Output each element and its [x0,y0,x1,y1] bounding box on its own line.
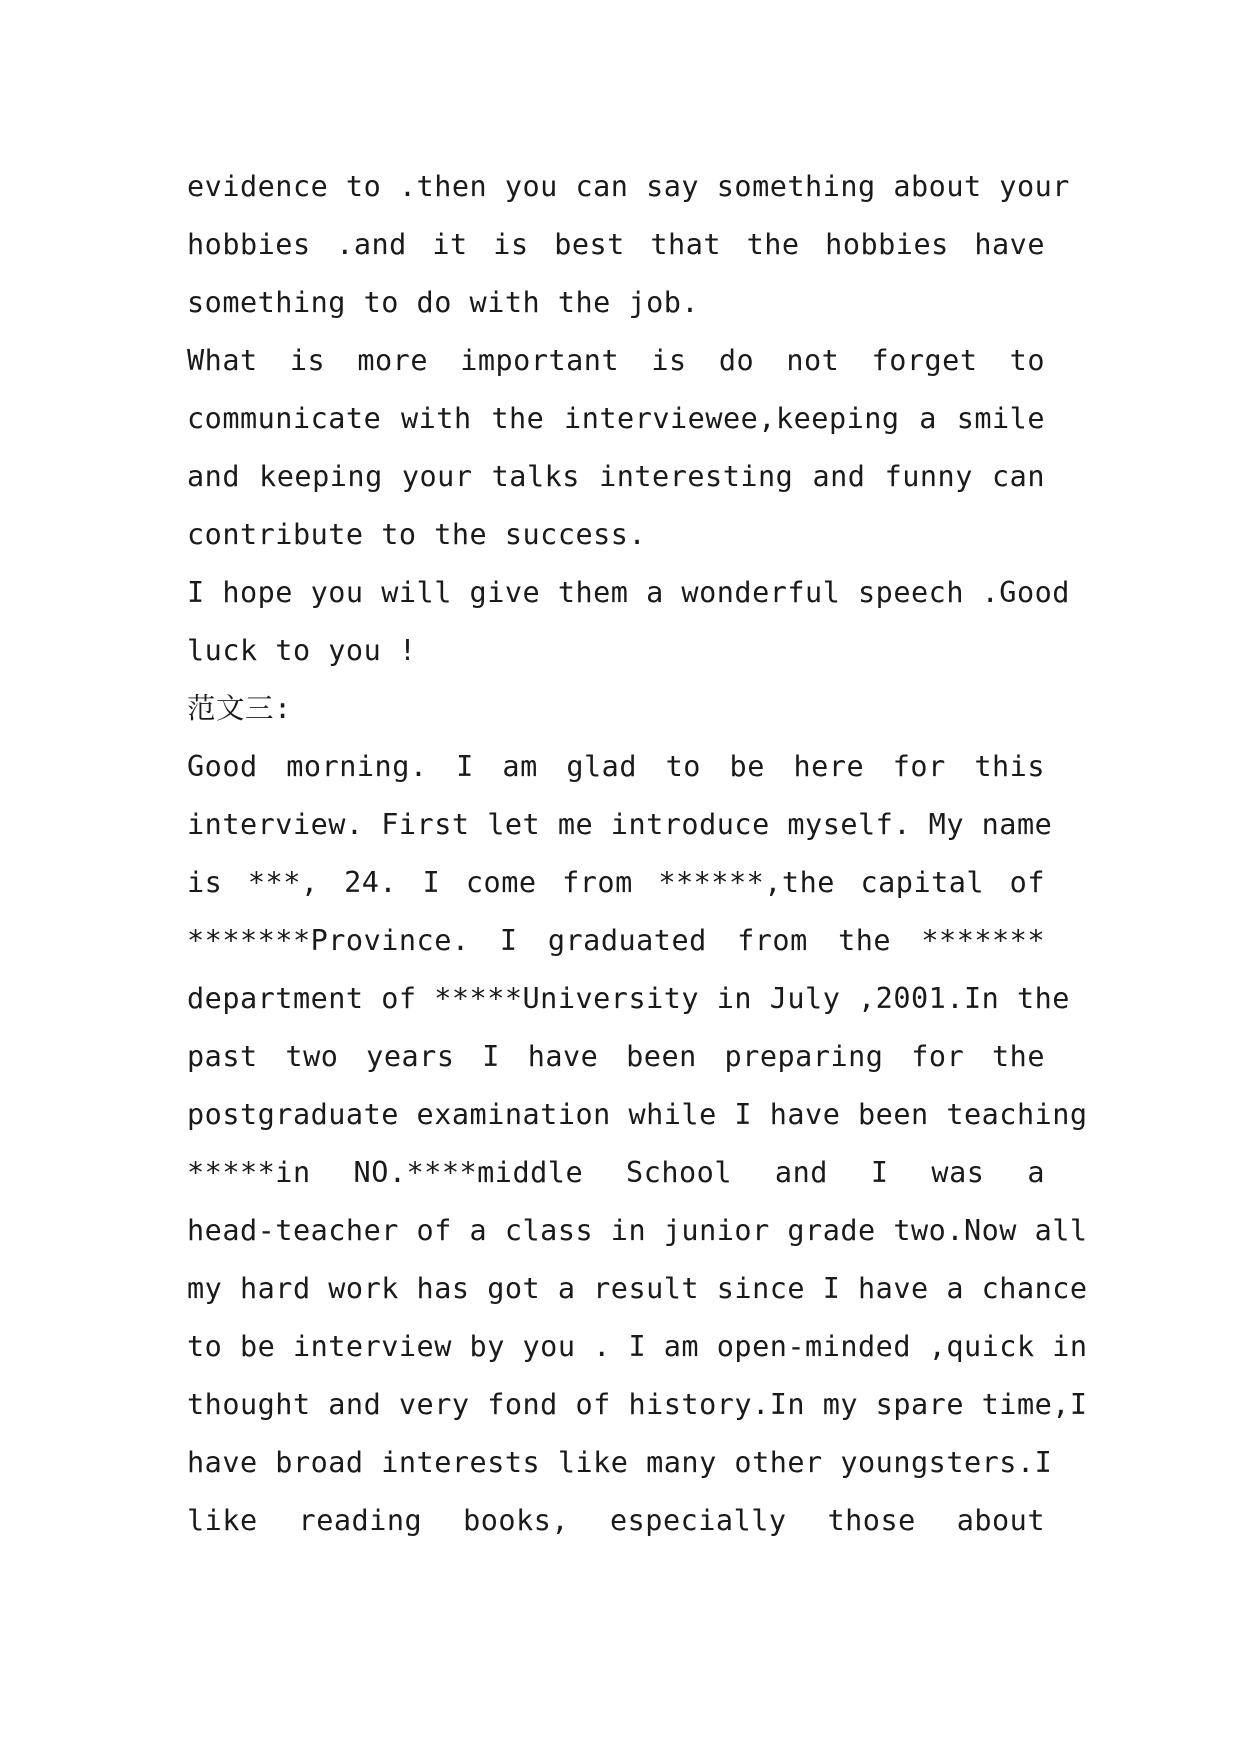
text-line: contribute to the success. [187,518,647,551]
text-line: *******Province. I graduated from the ******* [187,924,1045,957]
text-line: thought and very fond of history.In my spare time,I [187,1388,1088,1421]
text-line: something to do with the job. [187,286,700,319]
text-line: postgraduate examination while I have been teaching [187,1098,1088,1131]
section-heading: 范文三: [187,692,292,725]
text-line: to be interview by you . I am open-minded ,quick in [187,1330,1088,1363]
text-line: hobbies .and it is best that the hobbies have [187,228,1045,261]
text-line: department of *****University in July ,2001.In the [187,982,1070,1015]
text-line: *****in NO.****middle School and I was a [187,1156,1045,1189]
text-line: like reading books, especially those about [187,1504,1045,1537]
text-line: and keeping your talks interesting and funny can [187,460,1045,493]
text-line: Good morning. I am glad to be here for this [187,750,1045,783]
document-body [187,158,1088,1550]
text-line: past two years I have been preparing for the [187,1040,1045,1073]
text-line: head-teacher of a class in junior grade two.Now all [187,1214,1088,1247]
text-line: my hard work has got a result since I have a chance [187,1272,1088,1305]
text-line: I hope you will give them a wonderful speech .Good [187,576,1070,609]
text-line: luck to you ! [187,634,417,667]
text-line: communicate with the interviewee,keeping a smile [187,402,1045,435]
text-line: is ***, 24. I come from ******,the capital of [187,866,1045,899]
text-line: interview. First let me introduce myself. My name [187,808,1053,841]
text-line: have broad interests like many other youngsters.I [187,1446,1053,1479]
text-line: What is more important is do not forget to [187,344,1045,377]
text-line: evidence to .then you can say something about your [187,170,1070,203]
